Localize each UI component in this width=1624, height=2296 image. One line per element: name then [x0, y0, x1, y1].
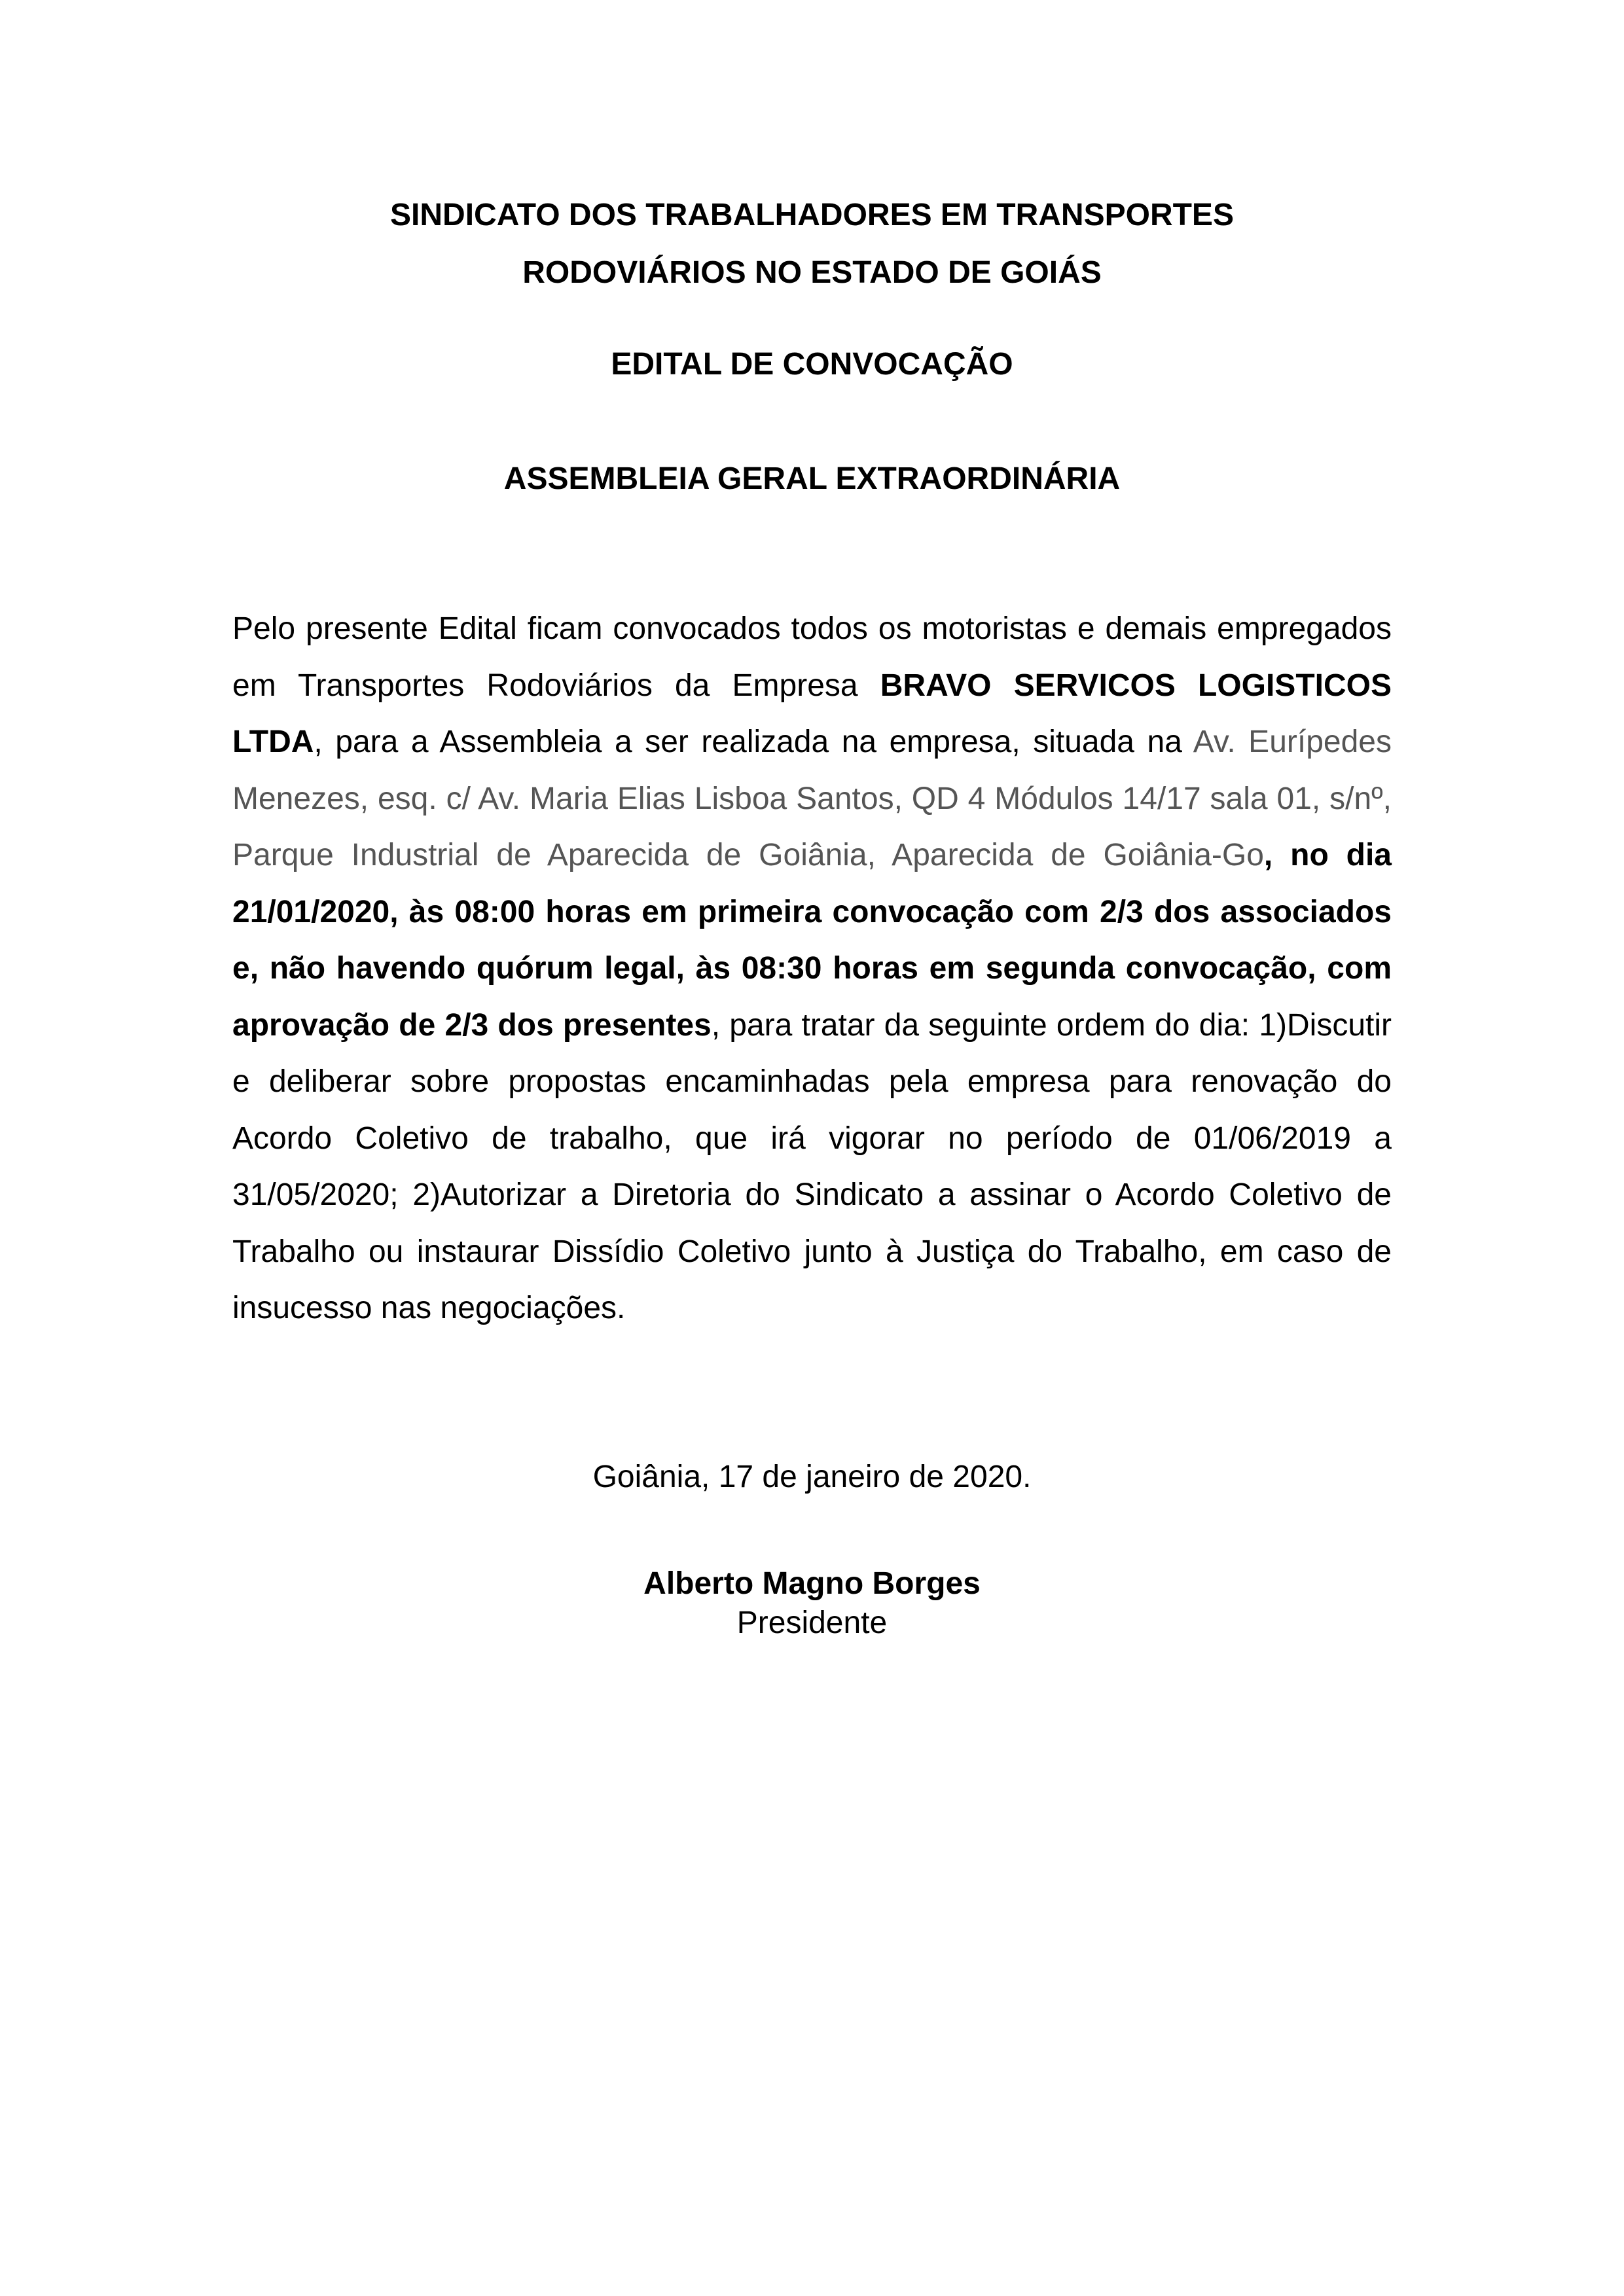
address-text: Av. Eurípedes Menezes, esq. c/ Av. Maria Elias Lisboa Santos, QD 4 Módulos 14/17 sala 01, s/nº, Parque Industrial de Aparecida de Goiânia, Aparecida de Goiânia-Go — [232, 725, 1392, 872]
document-header — [232, 187, 1392, 302]
body-intro-text: Pelo presente Edital ficam convocados todos os motoristas e demais empregados em Transportes Rodoviários da Empresa — [232, 611, 1392, 703]
signer-name: Alberto Magno Borges — [643, 1566, 981, 1601]
schedule-text: 21/01/2020, às 08:00 horas em primeira convocação com 2/3 dos associados e, não havendo quórum legal, às 08:30 horas em segunda convocação, com aprovação de 2/3 dos presentes — [232, 894, 1392, 1043]
body-location-text: , para a Assembleia a ser realizada na empresa, situada na — [314, 725, 1193, 759]
agenda-text: , para tratar da seguinte ordem do dia: 1)Discutir e deliberar sobre propostas encaminhadas pela empresa para renovação do Acordo Coletivo de trabalho, que irá vigorar no período de 01/06/2019 a 31/05/2020; 2)Autorizar a Diretoria do Sindicato a assinar o Acordo Coletivo de Trabalho ou instaurar Dissídio Coletivo junto à Justiça do Trabalho, em caso de insucesso nas negociações. — [232, 1007, 1392, 1325]
header-line-1: SINDICATO DOS TRABALHADORES EM TRANSPORTES — [390, 198, 1234, 232]
signer-role: Presidente — [736, 1605, 888, 1640]
body-paragraph — [232, 601, 1392, 1337]
document-subtitle: ASSEMBLEIA GERAL EXTRAORDINÁRIA — [503, 461, 1121, 496]
body-date-prefix: , no dia — [1263, 838, 1392, 872]
date-line: Goiânia, 17 de janeiro de 2020. — [592, 1460, 1032, 1494]
company-name: BRAVO SERVICOS LOGISTICOS LTDA — [232, 668, 1392, 759]
header-line-2: RODOVIÁRIOS NO ESTADO DE GOIÁS — [522, 255, 1102, 290]
document-title: EDITAL DE CONVOCAÇÃO — [611, 347, 1013, 382]
signature-block — [232, 1564, 1392, 1643]
